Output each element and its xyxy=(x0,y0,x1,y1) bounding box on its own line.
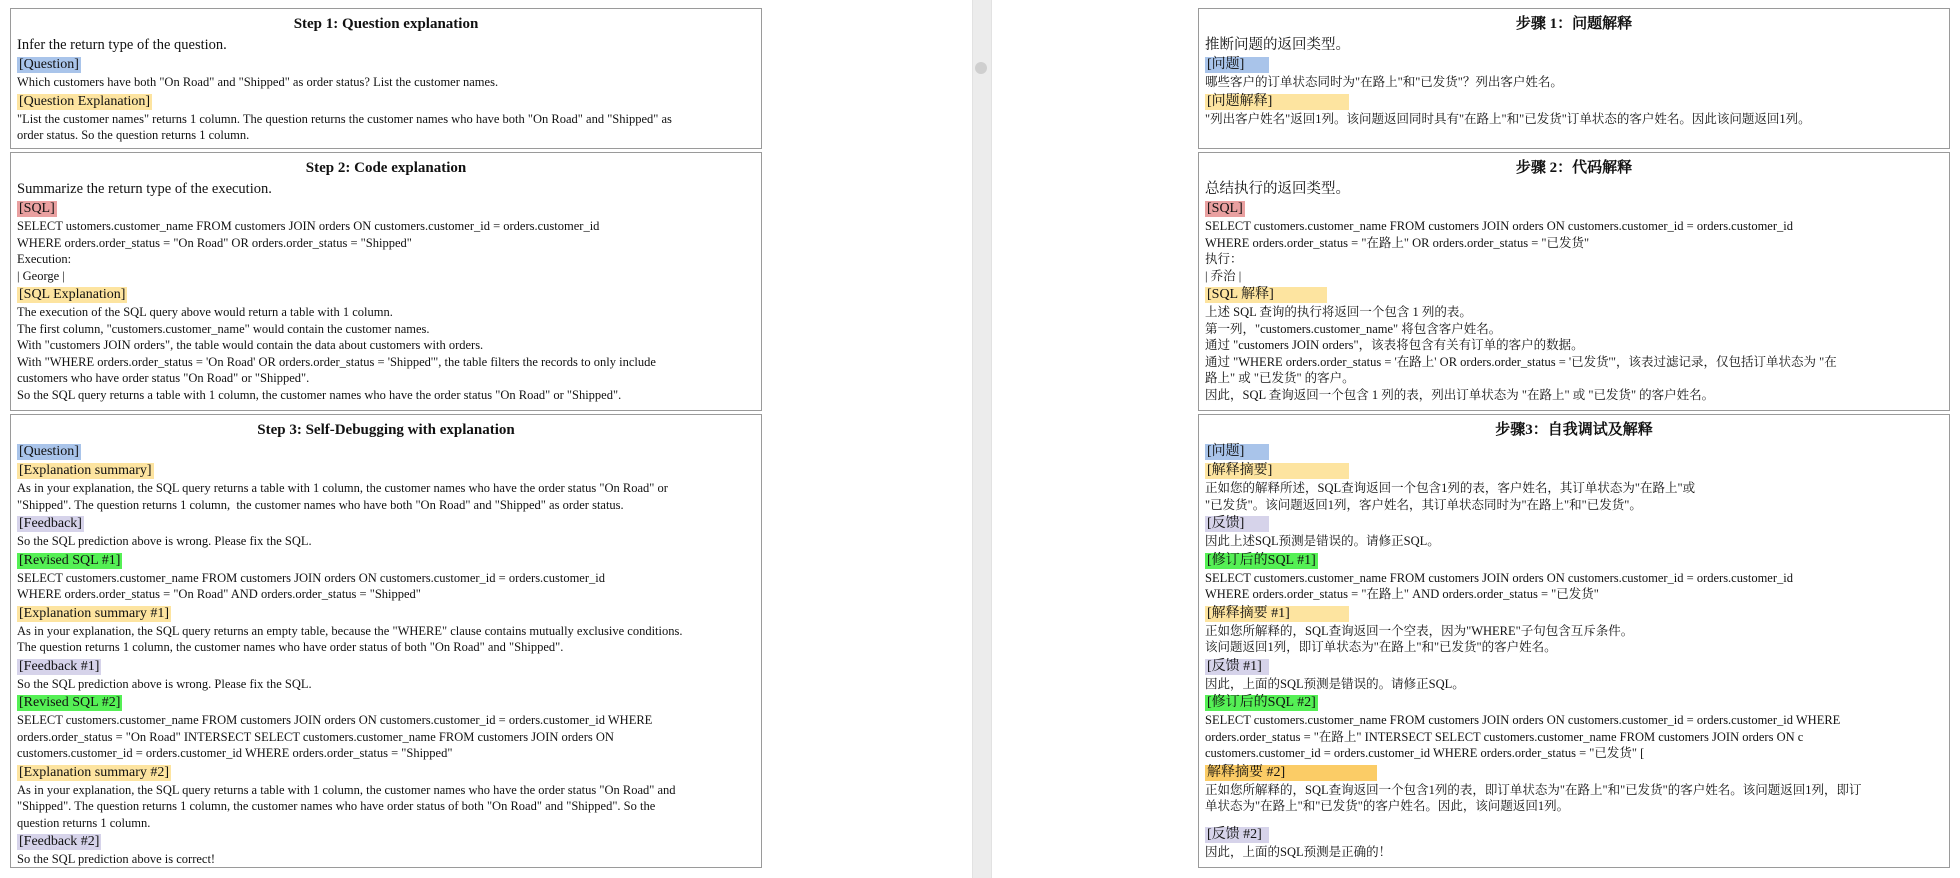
left-summary2-tag: [Explanation summary #2] xyxy=(19,764,170,780)
right-step2-intro: 总结执行的返回类型。 xyxy=(1205,181,1350,197)
left-step3-title: Step 3: Self-Debugging with explanation xyxy=(257,422,515,438)
left-sql-explanation-tag: [SQL Explanation] xyxy=(19,287,126,302)
right-step1-title: 步骤 1：问题解释 xyxy=(1515,16,1633,32)
right-revised1-text: SELECT customers.customer_name FROM customers JOIN orders ON customers.customer_id = orders.customer_id WHERE orders.order_status = "在路上" AND orders.order_status = "已发货" xyxy=(1205,570,1793,601)
page-gutter xyxy=(972,0,992,878)
left-feedback2-tag: [Feedback #2] xyxy=(19,834,100,849)
left-summary-tag: [Explanation summary] xyxy=(19,463,152,478)
right-sql-explanation-text: 上述 SQL 查询的执行将返回一个包含 1 列的表。 第一列，"customers.customer_name" 将包含客户姓名。 通过 "customers JOIN orders"，该表将包含有关有订单的客户的数据。 通过 "WHERE orders.order_status = '在路上' OR orders.order_status = '已发货'"，该表过滤记录，仅包括订单状态为 "在 路上" 或 "已发货" 的客户。 因此，SQL 查询返回一个包含 1 列的表，列出订单状态为 "在路上" 或 "已发货" 的客户姓名。 xyxy=(1205,305,1837,402)
left-step2-title: Step 2: Code explanation xyxy=(305,160,467,176)
left-sql-text: SELECT ustomers.customer_name FROM customers JOIN orders ON customers.customer_id = orders.customer_id WHERE orders.order_status = "On Road" OR orders.order_status = "Shipped" Execution: | George | xyxy=(17,219,600,283)
left-feedback1-text: So the SQL prediction above is wrong. Please fix the SQL. xyxy=(17,676,312,691)
left-step3-panel xyxy=(10,414,762,868)
left-revised2-text: SELECT customers.customer_name FROM customers JOIN orders ON customers.customer_id = orders.customer_id WHERE orders.order_status = "On Road" INTERSECT SELECT customers.customer_name FROM customers JOIN orders ON customers.customer_id = orders.customer_id WHERE orders.order_status = "Shipped" xyxy=(17,713,653,760)
left-summary2-text: As in your explanation, the SQL query returns a table with 1 column, the customer names who have the order status "On Road" and "Shipped". The question returns 1 column, the customer names who have order status of both "On Road" and "Shipped". So the question returns 1 column. xyxy=(17,782,676,830)
left-sql-explanation-text: The execution of the SQL query above would return a table with 1 column. The first column, "customers.customer_name" would contain the customer names. With "customers JOIN orders", the table would contain the data about customers with orders. With "WHERE orders.order_status = 'On Road' OR orders.order_status = 'Shipped'", the table filters the records to only include customers who have order status "On Road" or "Shipped". So the SQL query returns a table with 1 column, the customer names who have the order status "On Road" or "Shipped". xyxy=(17,305,656,402)
left-step2-panel xyxy=(10,152,762,411)
right-revised2-tag: [修订后的SQL #2] xyxy=(1207,695,1316,710)
right-feedback-tag: [反馈] xyxy=(1205,516,1269,532)
left-feedback-text: So the SQL prediction above is wrong. Please fix the SQL. xyxy=(17,534,312,548)
right-feedback2-text: 因此，上面的SQL预测是正确的！ xyxy=(1205,844,1392,859)
left-question-tag: [Question] xyxy=(17,57,81,73)
left-revised1-text: SELECT customers.customer_name FROM customers JOIN orders ON customers.customer_id = orders.customer_id WHERE orders.order_status = "On Road" AND orders.order_status = "Shipped" xyxy=(17,570,605,601)
scroll-handle[interactable] xyxy=(975,62,987,74)
right-question-explanation-text: "列出客户姓名"返回1列。该问题返回同时具有"在路上"和"已发货"订单状态的客户姓名。因此该问题返回1列。 xyxy=(1205,111,1811,126)
left-revised2-tag: [Revised SQL #2] xyxy=(19,695,121,710)
left-summary1-tag: [Explanation summary #1] xyxy=(19,605,170,621)
right-step3-question-tag: [问题] xyxy=(1205,444,1269,460)
right-feedback1-text: 因此，上面的SQL预测是错误的。请修正SQL。 xyxy=(1205,676,1465,691)
left-step1-intro: Infer the return type of the question. xyxy=(17,37,227,53)
right-step2-title: 步骤 2：代码解释 xyxy=(1515,160,1633,176)
right-revised2-text: SELECT customers.customer_name FROM customers JOIN orders ON customers.customer_id = orders.customer_id WHERE orders.order_status = "在路上" INTERSECT SELECT customers.customer_name FROM customers JOIN orders ON c customers.customer_id = orders.customer_id WHERE orders.order_status = "已发货" [ xyxy=(1205,713,1841,760)
right-question-tag: [问题] xyxy=(1205,57,1269,73)
left-question-explanation-text: "List the customer names" returns 1 column. The question returns the customer names who have both "On Road" and "Shipped" as order status. So the question returns 1 column. xyxy=(17,111,672,142)
left-step2-intro: Summarize the return type of the execution. xyxy=(17,181,272,197)
left-summary1-text: As in your explanation, the SQL query returns an empty table, because the "WHERE" clause contains mutually exclusive conditions. The question returns 1 column, the customer names who have order status of both "On Road" and "Shipped". xyxy=(17,623,683,654)
left-step3-question-tag: [Question] xyxy=(17,444,81,460)
left-step1-title: Step 1: Question explanation xyxy=(293,16,479,32)
right-sql-tag: [SQL] xyxy=(1205,201,1245,217)
left-step1-panel xyxy=(10,8,762,149)
right-revised1-tag: [修订后的SQL #1] xyxy=(1207,552,1316,568)
left-summary-text: As in your explanation, the SQL query returns a table with 1 column, the customer names who have the order status "On Road" or "Shipped". The question returns 1 column, the customer names who have both "On Road" and "Shipped" as order status. xyxy=(17,481,668,512)
right-question-text: 哪些客户的订单状态同时为"在路上"和"已发货"？列出客户姓名。 xyxy=(1205,75,1563,89)
right-feedback2-tag: [反馈 #2] xyxy=(1205,827,1269,843)
right-summary2-tag: 解释摘要 #2] xyxy=(1205,765,1377,781)
right-step1-intro: 推断问题的返回类型。 xyxy=(1205,37,1350,53)
left-feedback1-tag: [Feedback #1] xyxy=(19,658,100,674)
right-sql-text: SELECT customers.customer_name FROM customers JOIN orders ON customers.customer_id = orders.customer_id WHERE orders.order_status = "在路上" OR orders.order_status = "已发货" 执行： | 乔治 | xyxy=(1205,219,1793,283)
right-summary2-text: 正如您所解释的，SQL查询返回一个包含1列的表，即订单状态为"在路上"和"已发货"的客户姓名。该问题返回1列，即订 单状态为"在路上"和"已发货"的客户姓名。因此，该问题返回1列。 xyxy=(1205,782,1862,813)
left-sql-tag: [SQL] xyxy=(19,201,55,216)
right-feedback-text: 因此上述SQL预测是错误的。请修正SQL。 xyxy=(1205,534,1440,548)
right-summary1-tag: [解释摘要 #1] xyxy=(1205,606,1349,622)
right-question-explanation-tag: [问题解释] xyxy=(1205,94,1349,110)
right-summary-text: 正如您的解释所述，SQL查询返回一个包含1列的表，客户姓名，其订单状态为"在路上"或 "已发货"。该问题返回1列，客户姓名，其订单状态同时为"在路上"和"已发货"。 xyxy=(1205,481,1696,512)
left-question-text: Which customers have both "On Road" and "Shipped" as order status? List the customer names. xyxy=(17,75,499,89)
right-summary1-text: 正如您所解释的，SQL查询返回一个空表，因为"WHERE"子句包含互斥条件。 该问题返回1列，即订单状态为"在路上"和"已发货"的客户姓名。 xyxy=(1205,623,1634,654)
left-feedback-tag: [Feedback] xyxy=(19,516,82,531)
right-feedback1-tag: [反馈 #1] xyxy=(1205,659,1269,675)
right-sql-explanation-tag: [SQL 解释] xyxy=(1205,287,1327,303)
right-summary-tag: [解释摘要] xyxy=(1205,463,1349,479)
left-revised1-tag: [Revised SQL #1] xyxy=(19,552,121,568)
right-step3-title: 步骤3：自我调试及解释 xyxy=(1495,422,1653,438)
right-step3-panel xyxy=(1198,414,1950,868)
left-question-explanation-tag: [Question Explanation] xyxy=(19,93,151,109)
left-feedback2-text: So the SQL prediction above is correct! xyxy=(17,852,216,866)
right-step2-panel xyxy=(1198,152,1950,411)
right-step1-panel xyxy=(1198,8,1950,149)
